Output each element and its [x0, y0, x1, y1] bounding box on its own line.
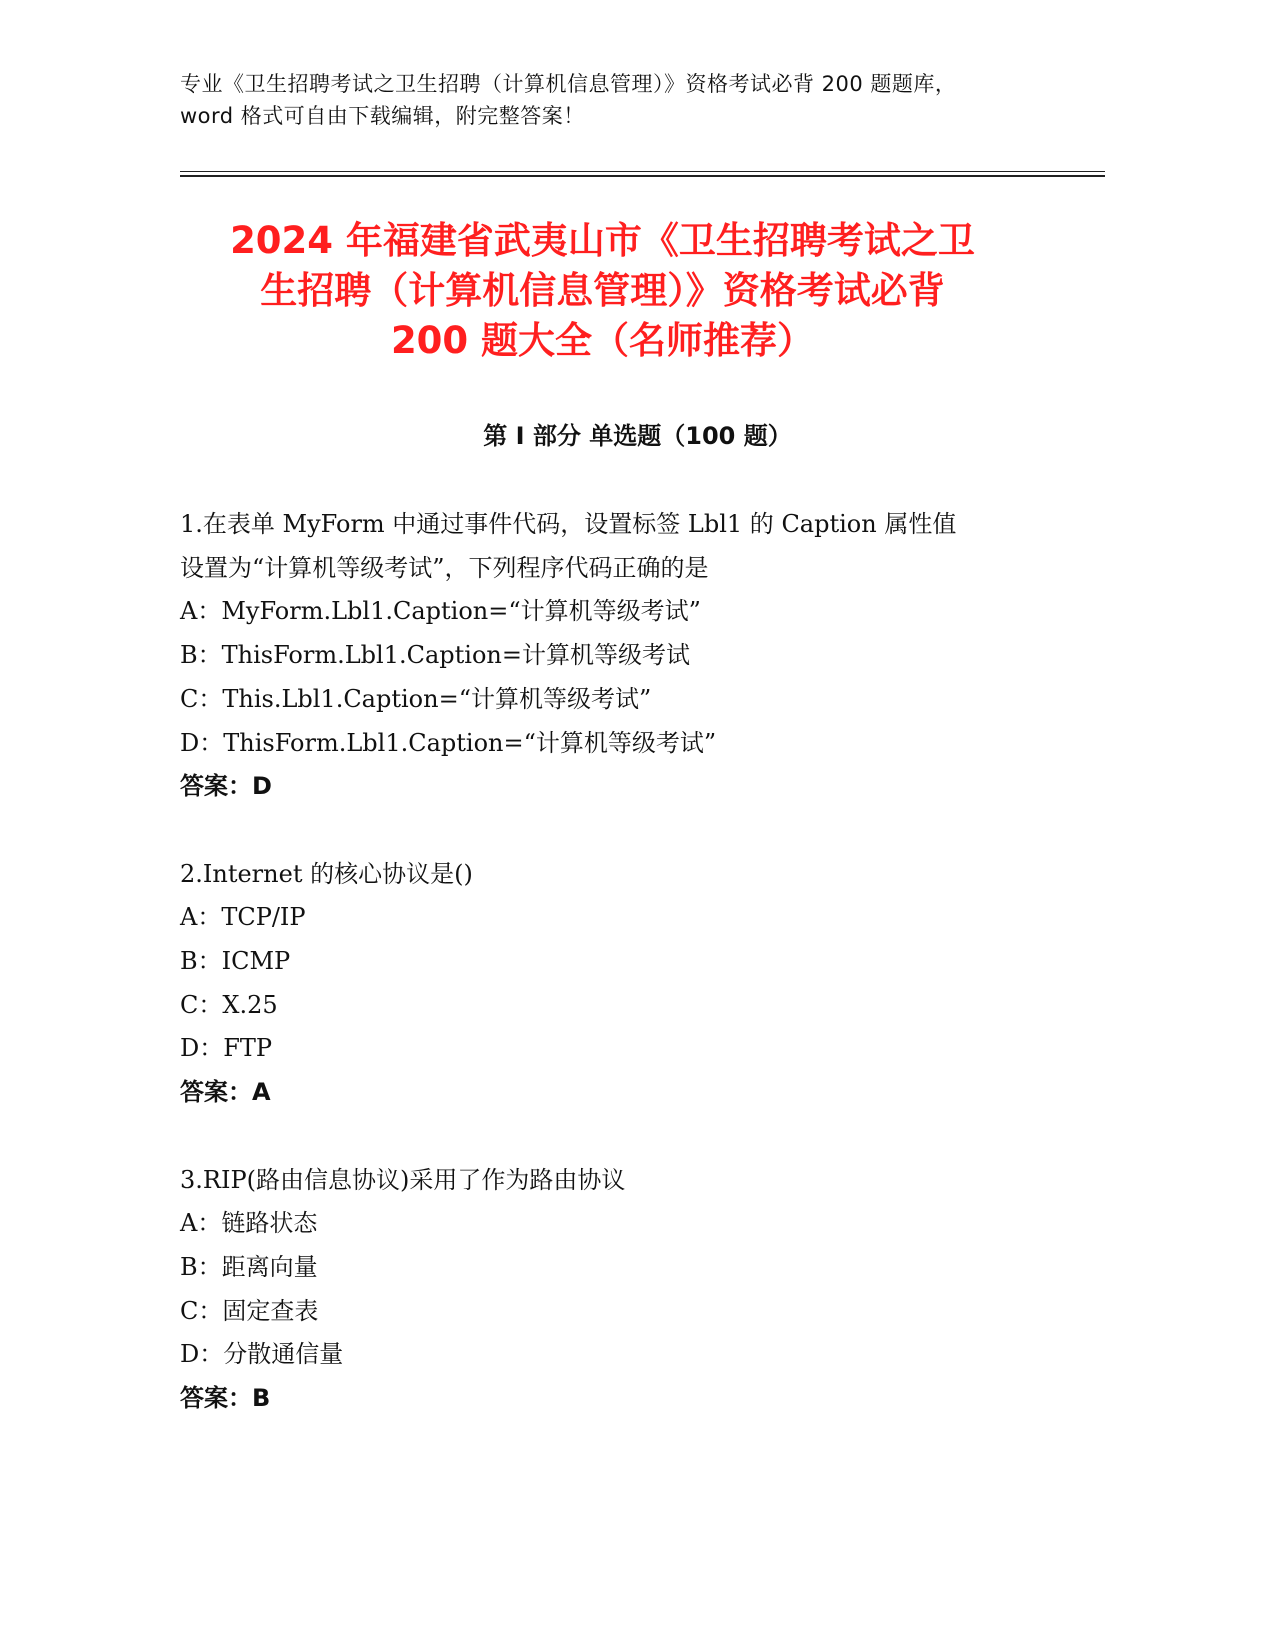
answer: 答案：B [180, 1384, 271, 1413]
document-intro [180, 68, 1080, 132]
question-stem: 2.Internet 的核心协议是() [180, 859, 473, 888]
question-3 [180, 1159, 1080, 1421]
section-heading: 第 I 部分 单选题（100 题） [483, 422, 792, 450]
option-b: B：ThisForm.Lbl1.Caption=计算机等级考试 [180, 641, 690, 670]
title-line-1: 2024 年福建省武夷山市《卫生招聘考试之卫 [230, 219, 975, 262]
question-2 [180, 853, 1080, 1115]
option-b: B：距离向量 [180, 1252, 318, 1281]
question-list [180, 503, 1080, 1421]
question-1 [180, 503, 1080, 809]
option-a: A：TCP/IP [180, 903, 306, 932]
option-c: C：固定查表 [180, 1296, 319, 1325]
option-b: B：ICMP [180, 947, 291, 976]
option-c: C：This.Lbl1.Caption=“计算机等级考试” [180, 684, 652, 713]
option-d: D：分散通信量 [180, 1340, 344, 1369]
intro-line-2: word 格式可自由下载编辑，附完整答案！ [180, 104, 585, 128]
question-stem: 1.在表单 MyForm 中通过事件代码，设置标签 Lbl1 的 Caption 属性值 [180, 510, 957, 538]
intro-line-1: 专业《卫生招聘考试之卫生招聘（计算机信息管理）》资格考试必背 200 题题库， [180, 72, 957, 96]
option-c: C：X.25 [180, 990, 278, 1019]
option-d: D：ThisForm.Lbl1.Caption=“计算机等级考试” [180, 728, 717, 757]
title-line-2: 生招聘（计算机信息管理）》资格考试必背 [260, 269, 945, 312]
header-divider-thick [180, 175, 1105, 177]
document-title [150, 216, 1055, 366]
answer: 答案：D [180, 772, 272, 801]
option-a: A：链路状态 [180, 1209, 318, 1238]
option-a: A：MyForm.Lbl1.Caption=“计算机等级考试” [180, 597, 701, 626]
option-d: D：FTP [180, 1034, 273, 1063]
title-line-3: 200 题大全（名师推荐） [390, 319, 815, 362]
answer: 答案：A [180, 1078, 271, 1107]
question-stem-continued: 设置为“计算机等级考试”，下列程序代码正确的是 [180, 553, 709, 582]
header-divider-thin [180, 171, 1105, 172]
question-stem: 3.RIP(路由信息协议)采用了作为路由协议 [180, 1165, 626, 1194]
